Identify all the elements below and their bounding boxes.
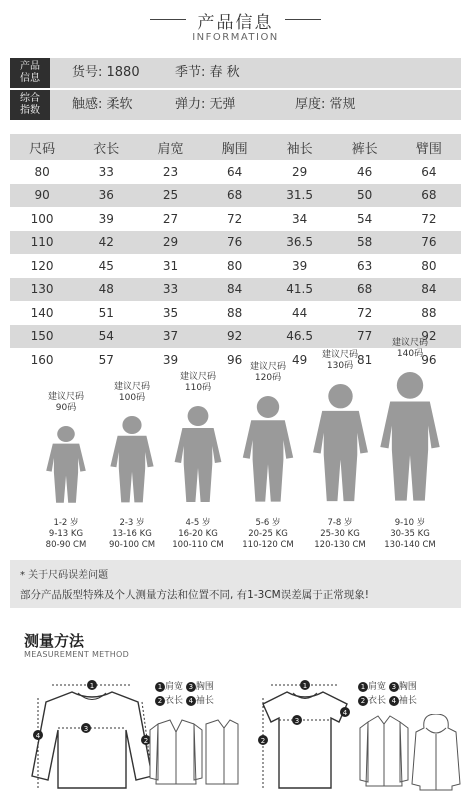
kid-weight: 9-13 KG	[48, 529, 84, 539]
svg-text:2: 2	[260, 737, 266, 745]
kid-size: 110码	[184, 383, 212, 393]
size-table-cell: 92	[397, 325, 461, 349]
touch: 触感: 柔软	[72, 97, 133, 112]
header-rule-right	[285, 19, 321, 20]
kid-size-card	[158, 372, 238, 394]
size-table-row	[10, 254, 461, 278]
size-table-header-cell: 尺码	[10, 134, 74, 160]
kid-label: 建议尺码	[249, 362, 286, 372]
size-table-row	[10, 278, 461, 302]
size-table-cell: 36	[74, 184, 138, 208]
thickness: 厚度: 常规	[295, 97, 356, 112]
kid-weight: 16-20 KG	[178, 529, 218, 539]
size-table-cell: 35	[162, 305, 179, 320]
svg-text:2: 2	[143, 737, 149, 745]
measure-subtitle: MEASUREMENT METHOD	[24, 650, 130, 659]
size-table-header-cell: 肩宽	[138, 134, 202, 160]
info-tag-index: 综合 指数	[10, 90, 50, 120]
size-table-cell: 42	[74, 231, 138, 255]
size-table-cell: 130	[10, 278, 74, 302]
size-table-cell: 46	[357, 164, 373, 179]
kid-label: 建议尺码	[47, 392, 84, 402]
elasticity: 弹力: 无弹	[175, 97, 236, 112]
size-table-cell: 150	[10, 325, 74, 349]
kid-age: 4-5 岁	[185, 518, 211, 528]
size-table-cell: 54	[74, 325, 138, 349]
size-table-cell: 120	[30, 258, 54, 273]
kid-size: 100码	[118, 393, 146, 403]
size-table-header-cell: 裤长	[333, 134, 397, 160]
size-table-cell: 76	[203, 231, 267, 255]
child-silhouette-icon	[44, 426, 88, 506]
kid-height: 100-110 CM	[172, 540, 224, 550]
size-table-cell: 31.5	[267, 184, 333, 208]
kid-size: 90码	[55, 403, 77, 413]
svg-text:4: 4	[342, 709, 348, 717]
info-row-product	[10, 58, 461, 88]
kid-meta	[158, 518, 238, 551]
kid-height: 120-130 CM	[314, 540, 366, 550]
kid-meta	[370, 518, 450, 551]
size-table-row	[10, 160, 461, 184]
info-row-index	[10, 90, 461, 120]
kid-label: 建议尺码	[179, 372, 216, 382]
size-table-cell: 96	[227, 352, 243, 367]
kid-size: 120码	[254, 373, 282, 383]
size-table-cell: 68	[333, 278, 397, 302]
info-tag-product: 产品 信息	[10, 58, 50, 88]
size-table-cell: 84	[397, 278, 461, 302]
size-table-cell: 57	[98, 352, 114, 367]
kid-size: 140码	[396, 349, 424, 359]
measure-title: 测量方法	[24, 632, 85, 650]
size-table-cell: 76	[397, 231, 461, 255]
size-table-cell: 100	[30, 211, 54, 226]
size-table-cell: 64	[227, 164, 243, 179]
kid-age: 7-8 岁	[327, 518, 353, 528]
size-table-cell: 51	[98, 305, 114, 320]
svg-text:4: 4	[35, 732, 41, 740]
size-table-cell: 68	[203, 184, 267, 208]
child-silhouette-icon	[377, 372, 443, 506]
size-table-cell: 64	[421, 164, 437, 179]
season: 季节: 春 秋	[175, 65, 240, 80]
child-silhouette-icon	[240, 396, 296, 506]
size-table-cell: 96	[421, 352, 437, 367]
size-table-cell: 160	[30, 352, 54, 367]
page-subtitle: INFORMATION	[192, 32, 279, 43]
size-table-cell: 92	[203, 325, 267, 349]
size-table-header-cell: 衣长	[74, 134, 138, 160]
size-table-row	[10, 231, 461, 255]
size-table-header-cell: 胸围	[203, 134, 267, 160]
size-table-cell: 34	[292, 211, 308, 226]
kid-size: 130码	[326, 361, 354, 371]
svg-text:1: 1	[89, 682, 95, 690]
size-table-cell: 80	[227, 258, 243, 273]
kid-size-card	[228, 362, 308, 384]
size-table-cell: 58	[333, 231, 397, 255]
size-table-header	[10, 134, 461, 160]
page-title: 产品信息	[197, 13, 274, 33]
size-table-cell: 88	[227, 305, 243, 320]
kid-meta	[228, 518, 308, 551]
blazer-jacket-icons	[148, 718, 240, 790]
size-table-cell: 44	[292, 305, 308, 320]
size-table-cell: 33	[98, 164, 114, 179]
kid-weight: 13-16 KG	[112, 529, 152, 539]
size-table-row	[10, 207, 461, 231]
child-silhouette-icon	[172, 406, 224, 506]
size-table-cell: 39	[162, 352, 179, 367]
kid-age: 5-6 岁	[255, 518, 281, 528]
tshirt-measure-diagram	[255, 680, 355, 795]
size-table-cell: 29	[138, 231, 202, 255]
size-table-cell: 48	[74, 278, 138, 302]
svg-text:3: 3	[83, 725, 89, 733]
size-table-cell: 140	[30, 305, 54, 320]
kid-height: 130-140 CM	[384, 540, 436, 550]
size-table-cell: 45	[98, 258, 114, 273]
size-table-cell: 68	[397, 184, 461, 208]
size-table-cell: 77	[333, 325, 397, 349]
size-table-cell: 54	[357, 211, 373, 226]
size-table-cell: 36.5	[267, 231, 333, 255]
size-table-cell: 41.5	[267, 278, 333, 302]
kid-label: 建议尺码	[113, 382, 150, 392]
kid-age: 9-10 岁	[394, 518, 426, 528]
svg-text:1: 1	[302, 682, 308, 690]
size-table-cell: 23	[162, 164, 179, 179]
size-table-cell: 25	[138, 184, 202, 208]
size-table-cell: 72	[357, 305, 373, 320]
svg-text:3: 3	[294, 717, 300, 725]
size-table-cell: 63	[357, 258, 373, 273]
note-title: * 关于尺码误差问题	[20, 570, 109, 581]
size-table-cell: 33	[138, 278, 202, 302]
size-table-header-cell: 袖长	[267, 134, 333, 160]
note-text: 部分产品版型特殊及个人测量方法和位置不同, 有1-3CM误差属于正常现象!	[20, 589, 369, 601]
kid-size-card	[370, 338, 450, 360]
size-table-cell: 80	[34, 164, 50, 179]
item-number: 货号: 1880	[72, 65, 140, 80]
size-table-row	[10, 184, 461, 208]
size-table-cell: 29	[292, 164, 308, 179]
kid-weight: 25-30 KG	[320, 529, 360, 539]
size-table-cell: 50	[333, 184, 397, 208]
size-table-cell: 46.5	[267, 325, 333, 349]
size-table-header-cell: 臂围	[397, 134, 461, 160]
size-table-cell: 27	[162, 211, 179, 226]
measure-legend-right: 1 肩宽 3 胸围 2 衣长 4 袖长	[358, 680, 417, 708]
size-error-note	[10, 560, 461, 608]
size-table-cell: 84	[203, 278, 267, 302]
size-table-cell: 110	[10, 231, 74, 255]
kid-age: 1-2 岁	[53, 518, 79, 528]
kid-label: 建议尺码	[321, 350, 358, 360]
sweater-measure-diagram	[30, 680, 155, 795]
size-table	[10, 134, 461, 372]
size-table-cell: 72	[421, 211, 437, 226]
measure-legend-left: 1 肩宽 3 胸围 2 衣长 4 袖长	[155, 680, 214, 708]
kid-age: 2-3 岁	[119, 518, 145, 528]
size-table-cell: 81	[357, 352, 373, 367]
size-table-row	[10, 301, 461, 325]
child-silhouette-icon	[108, 416, 156, 506]
kid-height: 90-100 CM	[108, 540, 156, 550]
kid-weight: 20-25 KG	[248, 529, 288, 539]
size-table-cell: 37	[138, 325, 202, 349]
size-table-cell: 49	[292, 352, 308, 367]
size-table-cell: 31	[162, 258, 179, 273]
size-table-cell: 88	[421, 305, 437, 320]
kid-weight: 30-35 KG	[390, 529, 430, 539]
shirt-hoodie-icons	[358, 714, 463, 792]
kid-height: 80-90 CM	[45, 540, 87, 550]
size-table-cell: 72	[227, 211, 243, 226]
kid-meta	[300, 518, 380, 551]
kid-height: 110-120 CM	[242, 540, 294, 550]
size-table-cell: 39	[98, 211, 114, 226]
size-table-cell: 90	[10, 184, 74, 208]
kid-label: 建议尺码	[391, 338, 428, 348]
child-silhouette-icon	[310, 384, 371, 506]
kid-size-card	[300, 350, 380, 372]
size-table-cell: 80	[421, 258, 437, 273]
size-table-cell: 39	[292, 258, 308, 273]
